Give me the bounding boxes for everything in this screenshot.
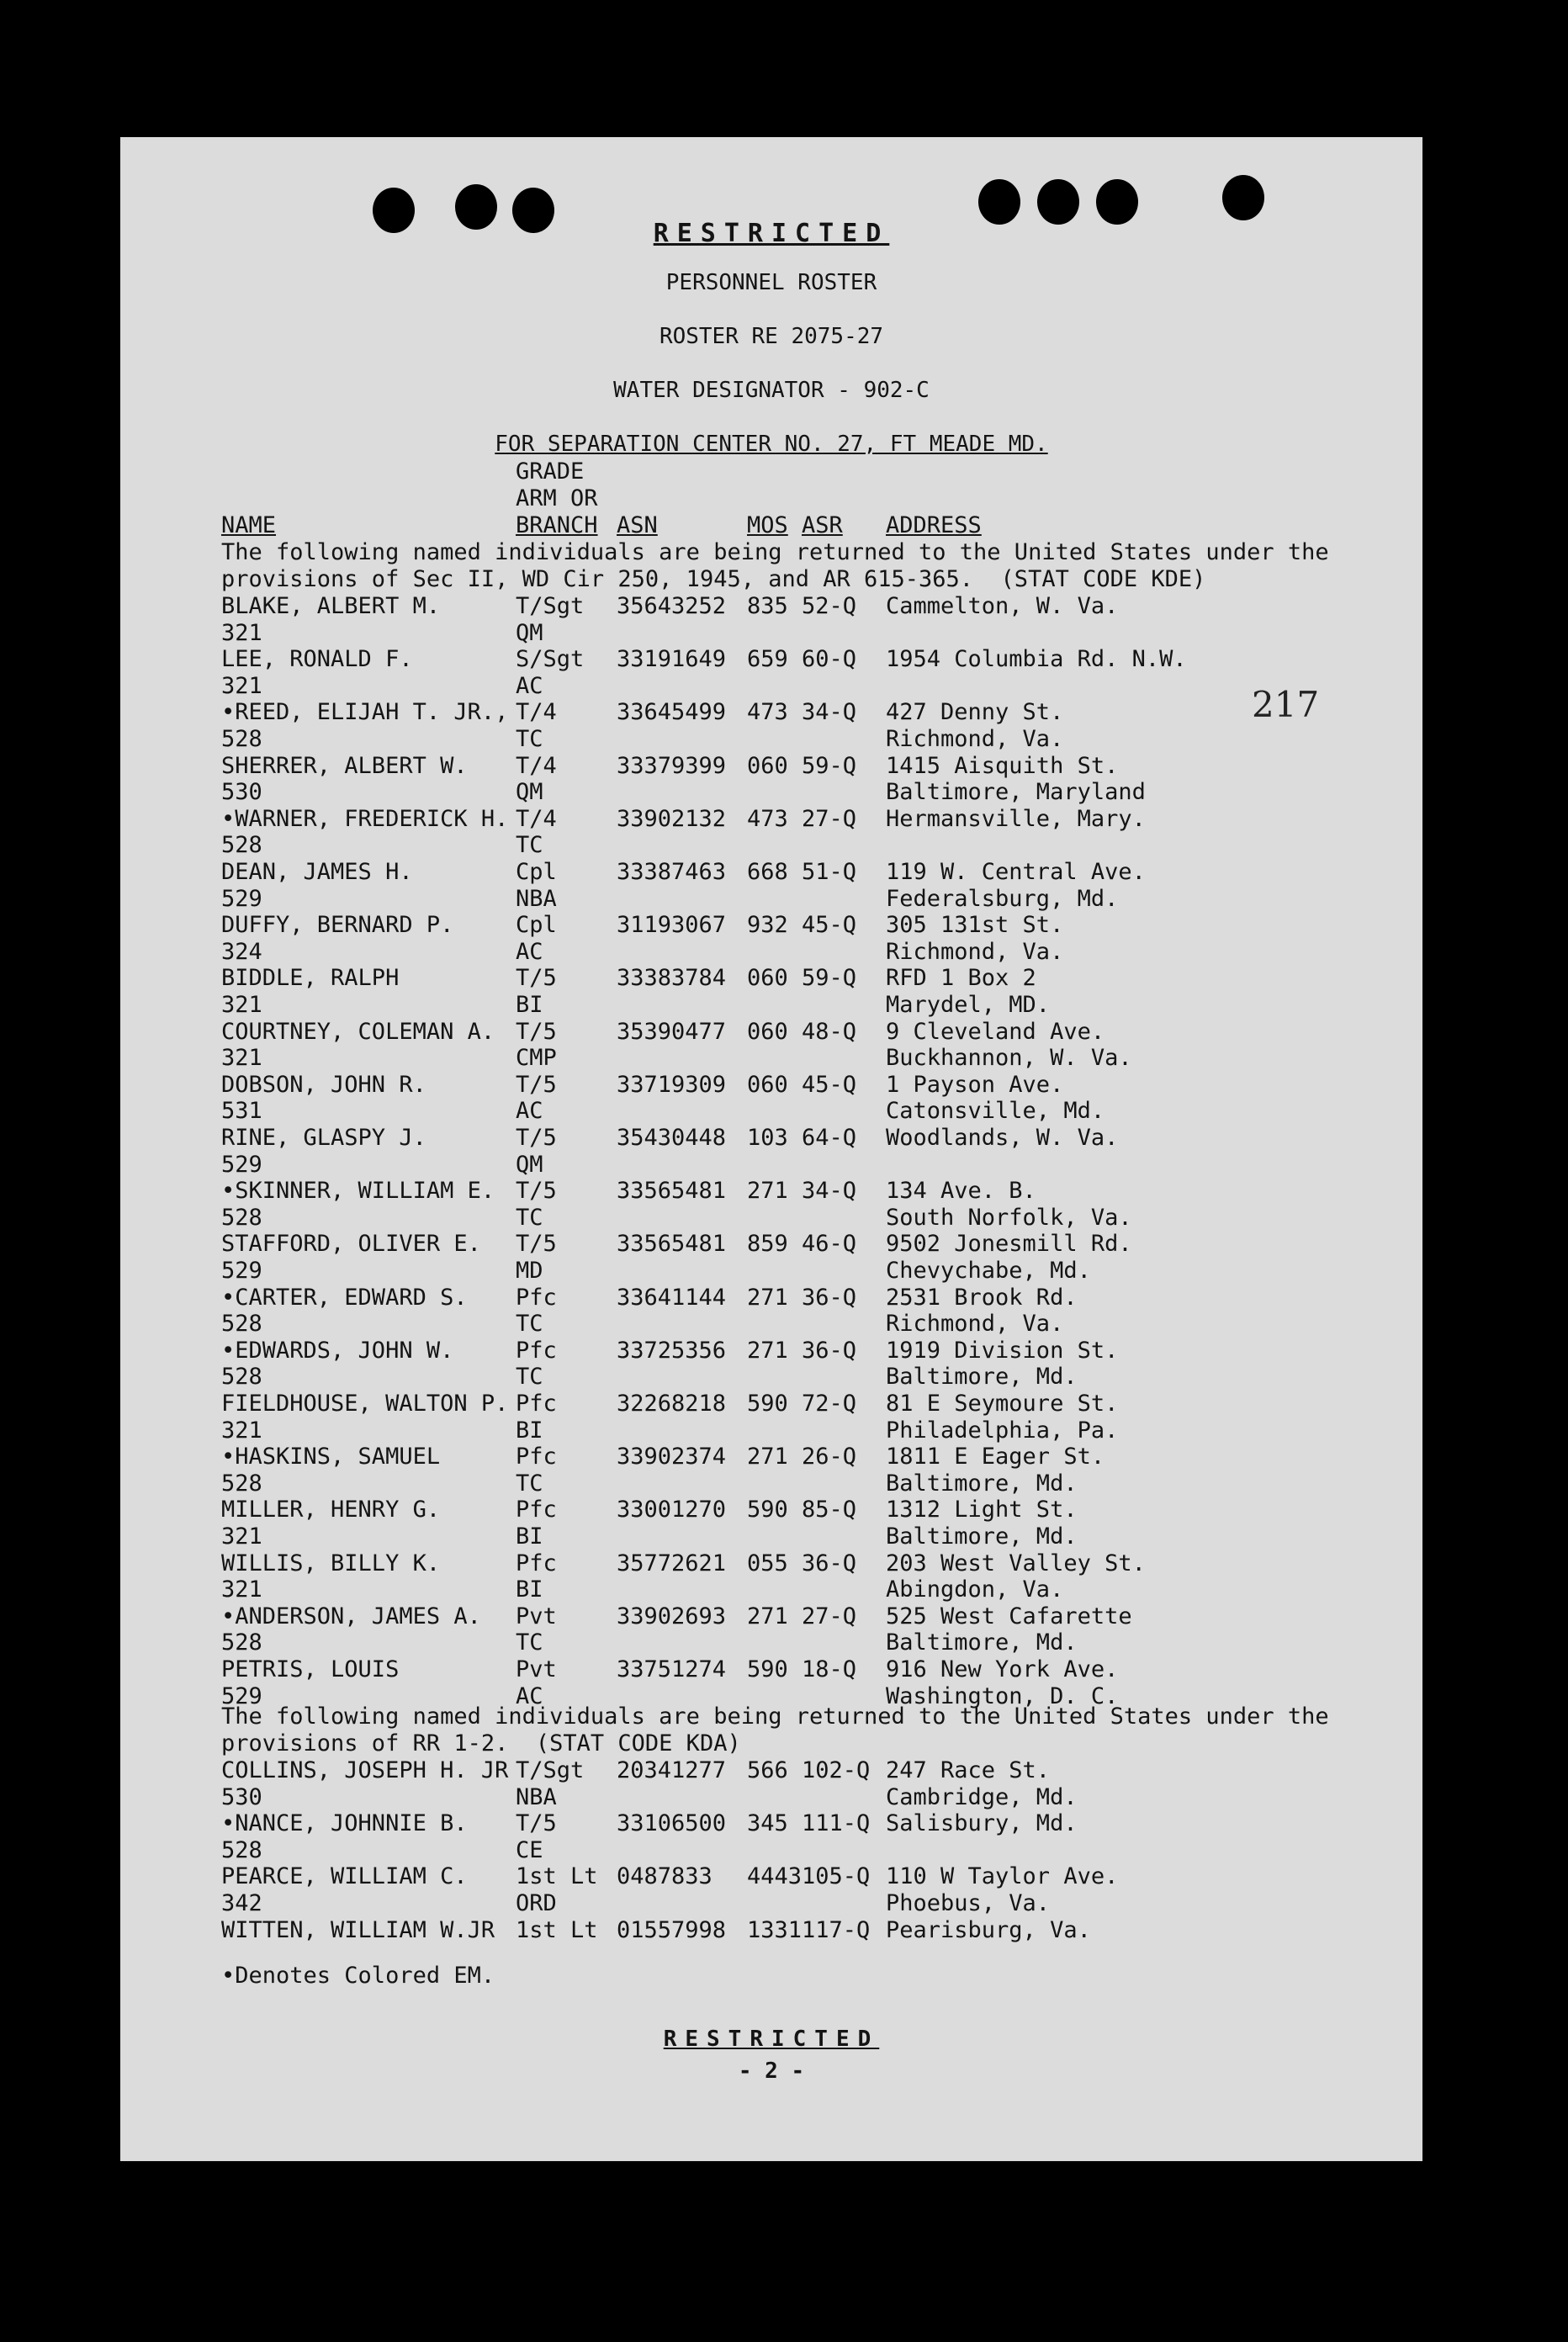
entry-code: 529 bbox=[221, 1152, 262, 1178]
entry-asn: 33751274 bbox=[617, 1656, 727, 1682]
entry-grade: Pfc bbox=[516, 1444, 557, 1470]
roster-page bbox=[120, 137, 1422, 2161]
entry-code: 528 bbox=[221, 1311, 262, 1337]
entry-branch: BI bbox=[516, 992, 543, 1018]
entry-branch: TC bbox=[516, 1205, 543, 1231]
entry-asr: 85-Q bbox=[802, 1497, 857, 1523]
destination: FOR SEPARATION CENTER NO. 27, FT MEADE MD. bbox=[495, 432, 1048, 457]
entry-addr2: Baltimore, Md. bbox=[886, 1364, 1078, 1390]
entry-name: •ANDERSON, JAMES A. bbox=[221, 1603, 481, 1629]
entry-grade: T/5 bbox=[516, 1125, 557, 1151]
entry-grade: Cpl bbox=[516, 912, 557, 938]
entry-name: MILLER, HENRY G. bbox=[221, 1497, 441, 1523]
entry-addr2: Philadelphia, Pa. bbox=[886, 1417, 1119, 1444]
entry-branch: TC bbox=[516, 832, 543, 858]
entry-mos: 060 bbox=[747, 1072, 788, 1098]
entry-addr2: Marydel, MD. bbox=[886, 992, 1051, 1018]
entry-mos: 473 bbox=[747, 806, 788, 832]
entry-code: 528 bbox=[221, 1629, 262, 1656]
entry-grade: Pfc bbox=[516, 1391, 557, 1417]
entry-grade: 1st Lt bbox=[516, 1917, 598, 1943]
entry-mos: 271 bbox=[747, 1285, 788, 1311]
entry-grade: T/5 bbox=[516, 1019, 557, 1045]
entry-addr1: 9502 Jonesmill Rd. bbox=[886, 1231, 1132, 1257]
entry-code: 342 bbox=[221, 1890, 262, 1916]
entry-addr1: 2531 Brook Rd. bbox=[886, 1285, 1078, 1311]
entry-name: DOBSON, JOHN R. bbox=[221, 1072, 426, 1098]
entry-grade: Pfc bbox=[516, 1497, 557, 1523]
entry-mos: 590 bbox=[747, 1497, 788, 1523]
entry-mos: 659 bbox=[747, 646, 788, 672]
entry-grade: T/5 bbox=[516, 1178, 557, 1204]
entry-grade: Pfc bbox=[516, 1550, 557, 1576]
entry-mos: 590 bbox=[747, 1656, 788, 1682]
punch-hole-icon bbox=[1037, 179, 1079, 225]
entry-code: 530 bbox=[221, 1784, 262, 1810]
entry-code: 321 bbox=[221, 1523, 262, 1550]
entry-grade: T/5 bbox=[516, 1231, 557, 1257]
entry-addr2: Phoebus, Va. bbox=[886, 1890, 1051, 1916]
entry-branch: BI bbox=[516, 1417, 543, 1444]
entry-asr: 18-Q bbox=[802, 1656, 857, 1682]
entry-asn: 33719309 bbox=[617, 1072, 727, 1098]
entry-code: 529 bbox=[221, 886, 262, 912]
classification-footer: RESTRICTED bbox=[663, 2027, 880, 2052]
col-asn: ASN bbox=[617, 512, 658, 538]
entry-branch: QM bbox=[516, 620, 543, 646]
entry-mos: 473 bbox=[747, 699, 788, 725]
entry-addr2: South Norfolk, Va. bbox=[886, 1205, 1132, 1231]
entry-addr2: Cambridge, Md. bbox=[886, 1784, 1078, 1810]
entry-name: •NANCE, JOHNNIE B. bbox=[221, 1810, 468, 1836]
entry-grade: 1st Lt bbox=[516, 1863, 598, 1889]
entry-code: 321 bbox=[221, 992, 262, 1018]
entry-addr2: Richmond, Va. bbox=[886, 1311, 1064, 1337]
entry-grade: Cpl bbox=[516, 859, 557, 885]
entry-asr: 27-Q bbox=[802, 1603, 857, 1629]
entry-mos: 566 bbox=[747, 1757, 788, 1783]
entry-addr1: 1919 Division St. bbox=[886, 1338, 1119, 1364]
section-2-text: The following named individuals are being returned to the United States under the bbox=[221, 1704, 1329, 1730]
entry-name: WILLIS, BILLY K. bbox=[221, 1550, 441, 1576]
col-asr: ASR bbox=[802, 512, 843, 538]
entry-addr1: Salisbury, Md. bbox=[886, 1810, 1078, 1836]
entry-asr: 48-Q bbox=[802, 1019, 857, 1045]
entry-code: 528 bbox=[221, 1364, 262, 1390]
entry-name: DEAN, JAMES H. bbox=[221, 859, 413, 885]
entry-name: •EDWARDS, JOHN W. bbox=[221, 1338, 454, 1364]
entry-name: •WARNER, FREDERICK H. bbox=[221, 806, 509, 832]
classification-header: RESTRICTED bbox=[653, 219, 890, 248]
entry-asn: 33641144 bbox=[617, 1285, 727, 1311]
entry-branch: QM bbox=[516, 1152, 543, 1178]
entry-branch: TC bbox=[516, 1364, 543, 1390]
entry-mos: 668 bbox=[747, 859, 788, 885]
entry-mos: 1331 bbox=[747, 1917, 803, 1943]
entry-name: WITTEN, WILLIAM W.JR bbox=[221, 1917, 495, 1943]
entry-addr1: 81 E Seymoure St. bbox=[886, 1391, 1119, 1417]
entry-branch: ORD bbox=[516, 1890, 557, 1916]
entry-addr2: Chevychabe, Md. bbox=[886, 1258, 1091, 1284]
entry-grade: T/5 bbox=[516, 1810, 557, 1836]
entry-asr: 36-Q bbox=[802, 1285, 857, 1311]
entry-branch: QM bbox=[516, 779, 543, 805]
section-1-text: The following named individuals are being returned to the United States under the bbox=[221, 539, 1329, 565]
entry-branch: TC bbox=[516, 1311, 543, 1337]
entry-asr: 72-Q bbox=[802, 1391, 857, 1417]
entry-asn: 33379399 bbox=[617, 753, 727, 779]
entry-code: 321 bbox=[221, 1576, 262, 1603]
entry-asn: 33565481 bbox=[617, 1178, 727, 1204]
entry-code: 321 bbox=[221, 620, 262, 646]
entry-addr1: 1 Payson Ave. bbox=[886, 1072, 1064, 1098]
entry-asn: 33902132 bbox=[617, 806, 727, 832]
entry-name: PEARCE, WILLIAM C. bbox=[221, 1863, 468, 1889]
entry-asn: 35390477 bbox=[617, 1019, 727, 1045]
footnote: •Denotes Colored EM. bbox=[221, 1963, 495, 1989]
entry-name: BLAKE, ALBERT M. bbox=[221, 593, 441, 619]
entry-grade: T/5 bbox=[516, 1072, 557, 1098]
entry-name: COLLINS, JOSEPH H. JR bbox=[221, 1757, 509, 1783]
entry-addr1: 916 New York Ave. bbox=[886, 1656, 1119, 1682]
entry-grade: T/4 bbox=[516, 699, 557, 725]
entry-code: 531 bbox=[221, 1098, 262, 1124]
entry-branch: BI bbox=[516, 1523, 543, 1550]
entry-mos: 060 bbox=[747, 1019, 788, 1045]
entry-code: 529 bbox=[221, 1258, 262, 1284]
entry-asr: 111-Q bbox=[802, 1810, 871, 1836]
entry-branch: AC bbox=[516, 939, 543, 965]
entry-name: SHERRER, ALBERT W. bbox=[221, 753, 468, 779]
entry-asr: 117-Q bbox=[802, 1917, 871, 1943]
entry-addr1: Woodlands, W. Va. bbox=[886, 1125, 1119, 1151]
entry-asr: 36-Q bbox=[802, 1550, 857, 1576]
entry-addr2: Baltimore, Md. bbox=[886, 1629, 1078, 1656]
col-arm-or: ARM OR bbox=[516, 485, 598, 511]
entry-code: 529 bbox=[221, 1683, 262, 1709]
entry-mos: 271 bbox=[747, 1444, 788, 1470]
entry-code: 324 bbox=[221, 939, 262, 965]
entry-addr2: Buckhannon, W. Va. bbox=[886, 1045, 1132, 1071]
entry-name: FIELDHOUSE, WALTON P. bbox=[221, 1391, 509, 1417]
entry-addr2: Baltimore, Maryland bbox=[886, 779, 1146, 805]
doc-type: PERSONNEL ROSTER bbox=[665, 270, 877, 295]
entry-code: 528 bbox=[221, 726, 262, 752]
entry-asn: 33106500 bbox=[617, 1810, 727, 1836]
entry-asr: 59-Q bbox=[802, 753, 857, 779]
entry-grade: Pvt bbox=[516, 1656, 557, 1682]
entry-addr1: 1954 Columbia Rd. N.W. bbox=[886, 646, 1187, 672]
entry-addr1: 119 W. Central Ave. bbox=[886, 859, 1146, 885]
entry-addr1: 1312 Light St. bbox=[886, 1497, 1078, 1523]
col-mos: MOS bbox=[747, 512, 788, 538]
entry-branch: AC bbox=[516, 1098, 543, 1124]
entry-addr2: Catonsville, Md. bbox=[886, 1098, 1105, 1124]
entry-grade: T/Sgt bbox=[516, 593, 585, 619]
entry-branch: MD bbox=[516, 1258, 543, 1284]
entry-addr1: 305 131st St. bbox=[886, 912, 1064, 938]
entry-addr2: Abingdon, Va. bbox=[886, 1576, 1064, 1603]
entry-addr2: Washington, D. C. bbox=[886, 1683, 1119, 1709]
entry-mos: 859 bbox=[747, 1231, 788, 1257]
section-2-text: provisions of RR 1-2. (STAT CODE KDA) bbox=[221, 1730, 741, 1756]
entry-name: STAFFORD, OLIVER E. bbox=[221, 1231, 481, 1257]
page-number-stamp: 217 bbox=[1252, 684, 1320, 725]
entry-branch: NBA bbox=[516, 1784, 557, 1810]
entry-asn: 33645499 bbox=[617, 699, 727, 725]
entry-asn: 33902693 bbox=[617, 1603, 727, 1629]
entry-asr: 59-Q bbox=[802, 965, 857, 991]
entry-code: 528 bbox=[221, 1205, 262, 1231]
punch-hole-icon bbox=[1222, 175, 1264, 220]
entry-branch: NBA bbox=[516, 886, 557, 912]
entry-asr: 51-Q bbox=[802, 859, 857, 885]
entry-addr1: RFD 1 Box 2 bbox=[886, 965, 1036, 991]
entry-grade: T/4 bbox=[516, 806, 557, 832]
entry-asn: 0487833 bbox=[617, 1863, 712, 1889]
punch-hole-icon bbox=[978, 179, 1020, 225]
entry-mos: 932 bbox=[747, 912, 788, 938]
entry-addr2: Baltimore, Md. bbox=[886, 1470, 1078, 1497]
entry-asn: 35772621 bbox=[617, 1550, 727, 1576]
entry-code: 321 bbox=[221, 1417, 262, 1444]
entry-mos: 590 bbox=[747, 1391, 788, 1417]
entry-code: 321 bbox=[221, 673, 262, 699]
entry-addr1: 1811 E Eager St. bbox=[886, 1444, 1105, 1470]
entry-mos: 103 bbox=[747, 1125, 788, 1151]
entry-asr: 60-Q bbox=[802, 646, 857, 672]
entry-addr1: Pearisburg, Va. bbox=[886, 1917, 1091, 1943]
entry-asr: 105-Q bbox=[802, 1863, 871, 1889]
entry-grade: S/Sgt bbox=[516, 646, 585, 672]
entry-asn: 33001270 bbox=[617, 1497, 727, 1523]
entry-name: PETRIS, LOUIS bbox=[221, 1656, 400, 1682]
entry-branch: CMP bbox=[516, 1045, 557, 1071]
entry-asn: 20341277 bbox=[617, 1757, 727, 1783]
entry-asn: 31193067 bbox=[617, 912, 727, 938]
entry-name: COURTNEY, COLEMAN A. bbox=[221, 1019, 495, 1045]
entry-mos: 835 bbox=[747, 593, 788, 619]
entry-asr: 45-Q bbox=[802, 1072, 857, 1098]
entry-asn: 33383784 bbox=[617, 965, 727, 991]
entry-addr1: 1415 Aisquith St. bbox=[886, 753, 1119, 779]
section-1-text: provisions of Sec II, WD Cir 250, 1945, and AR 615-365. (STAT CODE KDE) bbox=[221, 566, 1206, 592]
entry-asn: 33387463 bbox=[617, 859, 727, 885]
entry-grade: Pfc bbox=[516, 1338, 557, 1364]
entry-addr1: 110 W Taylor Ave. bbox=[886, 1863, 1119, 1889]
entry-asn: 33902374 bbox=[617, 1444, 727, 1470]
entry-addr1: Cammelton, W. Va. bbox=[886, 593, 1119, 619]
entry-branch: TC bbox=[516, 1629, 543, 1656]
entry-asr: 34-Q bbox=[802, 1178, 857, 1204]
punch-hole-icon bbox=[1096, 179, 1138, 225]
entry-name: •CARTER, EDWARD S. bbox=[221, 1285, 468, 1311]
entry-addr2: Federalsburg, Md. bbox=[886, 886, 1119, 912]
col-address: ADDRESS bbox=[886, 512, 982, 538]
entry-name: •SKINNER, WILLIAM E. bbox=[221, 1178, 495, 1204]
entry-asn: 35643252 bbox=[617, 593, 727, 619]
entry-name: LEE, RONALD F. bbox=[221, 646, 413, 672]
water-designator: WATER DESIGNATOR - 902-C bbox=[613, 378, 930, 403]
entry-mos: 060 bbox=[747, 753, 788, 779]
entry-asr: 36-Q bbox=[802, 1338, 857, 1364]
entry-branch: AC bbox=[516, 673, 543, 699]
entry-asr: 64-Q bbox=[802, 1125, 857, 1151]
entry-asr: 102-Q bbox=[802, 1757, 871, 1783]
entry-branch: CE bbox=[516, 1837, 543, 1863]
entry-asn: 33565481 bbox=[617, 1231, 727, 1257]
entry-mos: 060 bbox=[747, 965, 788, 991]
entry-asr: 45-Q bbox=[802, 912, 857, 938]
entry-mos: 271 bbox=[747, 1603, 788, 1629]
entry-grade: T/Sgt bbox=[516, 1757, 585, 1783]
entry-code: 528 bbox=[221, 1837, 262, 1863]
entry-branch: TC bbox=[516, 1470, 543, 1497]
entry-code: 528 bbox=[221, 832, 262, 858]
entry-mos: 055 bbox=[747, 1550, 788, 1576]
entry-asn: 32268218 bbox=[617, 1391, 727, 1417]
entry-code: 530 bbox=[221, 779, 262, 805]
entry-name: DUFFY, BERNARD P. bbox=[221, 912, 454, 938]
entry-mos: 271 bbox=[747, 1338, 788, 1364]
entry-asr: 27-Q bbox=[802, 806, 857, 832]
entry-addr1: 203 West Valley St. bbox=[886, 1550, 1146, 1576]
entry-name: •REED, ELIJAH T. JR., bbox=[221, 699, 509, 725]
entry-name: RINE, GLASPY J. bbox=[221, 1125, 426, 1151]
entry-branch: BI bbox=[516, 1576, 543, 1603]
entry-grade: Pfc bbox=[516, 1285, 557, 1311]
entry-mos: 345 bbox=[747, 1810, 788, 1836]
entry-asr: 52-Q bbox=[802, 593, 857, 619]
entry-addr1: 134 Ave. B. bbox=[886, 1178, 1036, 1204]
entry-branch: AC bbox=[516, 1683, 543, 1709]
entry-mos: 271 bbox=[747, 1178, 788, 1204]
entry-code: 528 bbox=[221, 1470, 262, 1497]
entry-addr1: 247 Race St. bbox=[886, 1757, 1051, 1783]
entry-name: •HASKINS, SAMUEL bbox=[221, 1444, 441, 1470]
entry-asr: 34-Q bbox=[802, 699, 857, 725]
entry-addr1: 9 Cleveland Ave. bbox=[886, 1019, 1105, 1045]
entry-mos: 4443 bbox=[747, 1863, 803, 1889]
entry-addr1: Hermansville, Mary. bbox=[886, 806, 1146, 832]
roster-number: ROSTER RE 2075-27 bbox=[659, 324, 884, 349]
entry-grade: T/4 bbox=[516, 753, 557, 779]
entry-addr2: Richmond, Va. bbox=[886, 939, 1064, 965]
footer-page-number: - 2 - bbox=[738, 2059, 805, 2084]
entry-asr: 26-Q bbox=[802, 1444, 857, 1470]
entry-addr1: 525 West Cafarette bbox=[886, 1603, 1132, 1629]
col-name: NAME bbox=[221, 512, 277, 538]
entry-addr2: Baltimore, Md. bbox=[886, 1523, 1078, 1550]
entry-asn: 01557998 bbox=[617, 1917, 727, 1943]
entry-code: 321 bbox=[221, 1045, 262, 1071]
col-branch: BRANCH bbox=[516, 512, 598, 538]
entry-branch: TC bbox=[516, 726, 543, 752]
entry-name: BIDDLE, RALPH bbox=[221, 965, 400, 991]
entry-asr: 46-Q bbox=[802, 1231, 857, 1257]
entry-asn: 35430448 bbox=[617, 1125, 727, 1151]
entry-addr2: Richmond, Va. bbox=[886, 726, 1064, 752]
entry-asn: 33725356 bbox=[617, 1338, 727, 1364]
entry-addr1: 427 Denny St. bbox=[886, 699, 1064, 725]
entry-grade: Pvt bbox=[516, 1603, 557, 1629]
entry-asn: 33191649 bbox=[617, 646, 727, 672]
entry-grade: T/5 bbox=[516, 965, 557, 991]
col-grade: GRADE bbox=[516, 458, 585, 485]
